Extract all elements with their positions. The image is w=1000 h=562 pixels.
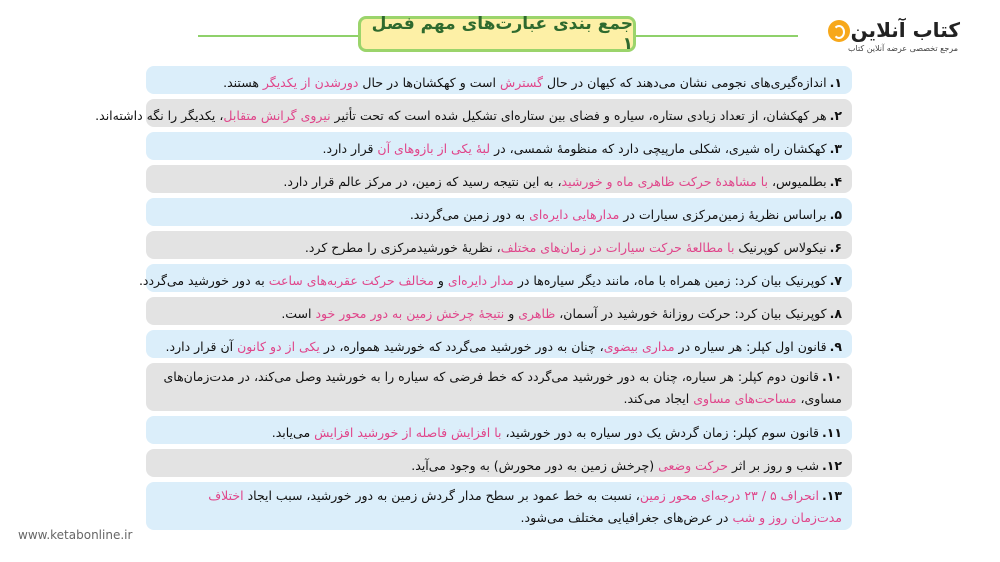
- highlight-text: ظاهری: [518, 306, 556, 321]
- brand-tagline: مرجع تخصصی عرضه آنلاین کتاب: [847, 44, 958, 53]
- title-line-right: [636, 35, 798, 37]
- highlight-text: با مشاهدهٔ حرکت ظاهری ماه و خورشید: [561, 174, 769, 189]
- item-text: می‌یابد.: [271, 425, 315, 440]
- highlight-text: گسترش: [499, 75, 543, 90]
- item-text: است.: [281, 306, 316, 321]
- highlight-text: با افزایش فاصله از خورشید افزایش: [314, 425, 502, 440]
- item-text: در عرض‌های جغرافیایی مختلف می‌شود.: [520, 510, 733, 525]
- list-item: [146, 198, 852, 226]
- highlight-text: مدارهایی دایره‌ای: [529, 207, 620, 222]
- item-text: کوپرنیک بیان کرد: زمین همراه با ماه، مانند دیگر سیاره‌ها در: [513, 273, 827, 288]
- list-item: [146, 297, 852, 325]
- highlight-text: حرکت وضعی: [658, 458, 728, 473]
- list-item: [146, 363, 852, 411]
- item-number: ۴.: [829, 174, 842, 189]
- item-number: ۷.: [829, 273, 842, 288]
- item-text: شب و روز بر اثر: [727, 458, 819, 473]
- item-text: قانون اول کپلر: هر سیاره در: [674, 339, 827, 354]
- item-text: بطلمیوس،: [768, 174, 827, 189]
- highlight-text: دورشدن از یکدیگر: [262, 75, 359, 90]
- title-line-left: [198, 35, 358, 37]
- item-text: است و کهکشان‌ها در حال: [358, 75, 500, 90]
- item-text: ، نظریهٔ خورشیدمرکزی را مطرح کرد.: [304, 240, 501, 255]
- footer-url[interactable]: www.ketabonline.ir: [18, 528, 133, 542]
- item-number: ۱۲.: [821, 458, 842, 473]
- page-title: [358, 16, 636, 52]
- highlight-text: مساحت‌های مساوی: [693, 391, 797, 406]
- item-text: ، چنان به دور خورشید می‌گردد که خورشید همواره، در: [319, 339, 604, 354]
- highlight-text: انحراف ۵ / ۲۳ درجه‌ای محور زمین: [639, 488, 819, 503]
- brand-name: کتاب آنلاین: [850, 18, 960, 42]
- item-text: (چرخش زمین به دور محورش) به وجود می‌آید.: [411, 458, 659, 473]
- list-item: [146, 482, 852, 530]
- item-text: کهکشان راه شیری، شکلی مارپیچی دارد که منظومهٔ شمسی، در: [490, 141, 827, 156]
- list-item: [95, 99, 852, 127]
- item-number: ۵.: [829, 207, 842, 222]
- list-item: [146, 330, 852, 358]
- highlight-text: یکی از دو کانون: [237, 339, 320, 354]
- list-item: [146, 66, 852, 94]
- item-text: ، به این نتیجه رسید که زمین، در مرکز عالم قرار دارد.: [283, 174, 562, 189]
- list-item: [138, 264, 852, 292]
- item-text: هر کهکشان، از تعداد زیادی ستاره، سیاره و فضای بین ستاره‌ای تشکیل شده است که تحت تأثیر: [330, 108, 827, 123]
- highlight-text: نتیجهٔ چرخش زمین به دور محور خود: [315, 306, 505, 321]
- item-text: و: [504, 306, 519, 321]
- highlight-text: لبهٔ یکی از بازوهای آن: [377, 141, 491, 156]
- page-title-text: جمع بندی عبارت‌های مهم فصل ۱: [371, 14, 633, 54]
- item-text: ، نسبت به خط عمود بر سطح مدار گردش زمین به دور خورشید، سبب ایجاد: [243, 488, 640, 503]
- item-number: ۳.: [829, 141, 842, 156]
- item-text: هستند.: [223, 75, 263, 90]
- item-text: و: [433, 273, 448, 288]
- item-number: ۱۱.: [821, 425, 842, 440]
- list-item: [146, 165, 852, 193]
- item-text: آن قرار دارد.: [165, 339, 238, 354]
- item-number: ۱.: [829, 75, 842, 90]
- highlight-text: اختلاف مدت‌زمان روز و شب: [208, 488, 842, 525]
- list-item: [146, 231, 852, 259]
- item-text: براساس نظریهٔ زمین‌مرکزی سیارات در: [619, 207, 827, 222]
- list-item: [146, 416, 852, 444]
- brand-logo[interactable]: [818, 18, 988, 58]
- item-number: ۱۳.: [821, 488, 842, 503]
- item-text: قانون سوم کپلر: زمان گردش یک دور سیاره به دور خورشید،: [501, 425, 819, 440]
- item-text: قرار دارد.: [322, 141, 378, 156]
- highlight-text: مداری بیضوی: [603, 339, 675, 354]
- item-text: کوپرنیک بیان کرد: حرکت روزانهٔ خورشید در آسمان،: [555, 306, 827, 321]
- highlight-text: نیروی گرانش متقابل: [223, 108, 331, 123]
- item-text: نیکولاس کوپرنیک: [734, 240, 827, 255]
- item-number: ۶.: [829, 240, 842, 255]
- item-number: ۲.: [829, 108, 842, 123]
- summary-list: [95, 66, 852, 535]
- brand-mark-icon: [828, 20, 850, 42]
- item-text: ، یکدیگر را نگه داشته‌اند.: [95, 108, 224, 123]
- item-text: قانون دوم کپلر: هر سیاره، چنان به دور خورشید می‌گردد که خط فرضی که سیاره را به خورشید وصل می‌کند، در مدت‌زمان‌های مساوی،: [163, 369, 842, 406]
- list-item: [146, 449, 852, 477]
- item-text: اندازه‌گیری‌های نجومی نشان می‌دهند که کیهان در حال: [542, 75, 827, 90]
- item-text: به دور خورشید می‌گردد.: [138, 273, 269, 288]
- highlight-text: مدار دایره‌ای: [447, 273, 514, 288]
- item-number: ۹.: [829, 339, 842, 354]
- item-number: ۱۰.: [821, 369, 842, 384]
- item-text: ایجاد می‌کند.: [623, 391, 694, 406]
- highlight-text: مخالف حرکت عقربه‌های ساعت: [268, 273, 434, 288]
- item-text: به دور زمین می‌گردند.: [409, 207, 530, 222]
- list-item: [146, 132, 852, 160]
- item-number: ۸.: [829, 306, 842, 321]
- highlight-text: با مطالعهٔ حرکت سیارات در زمان‌های مختلف: [500, 240, 735, 255]
